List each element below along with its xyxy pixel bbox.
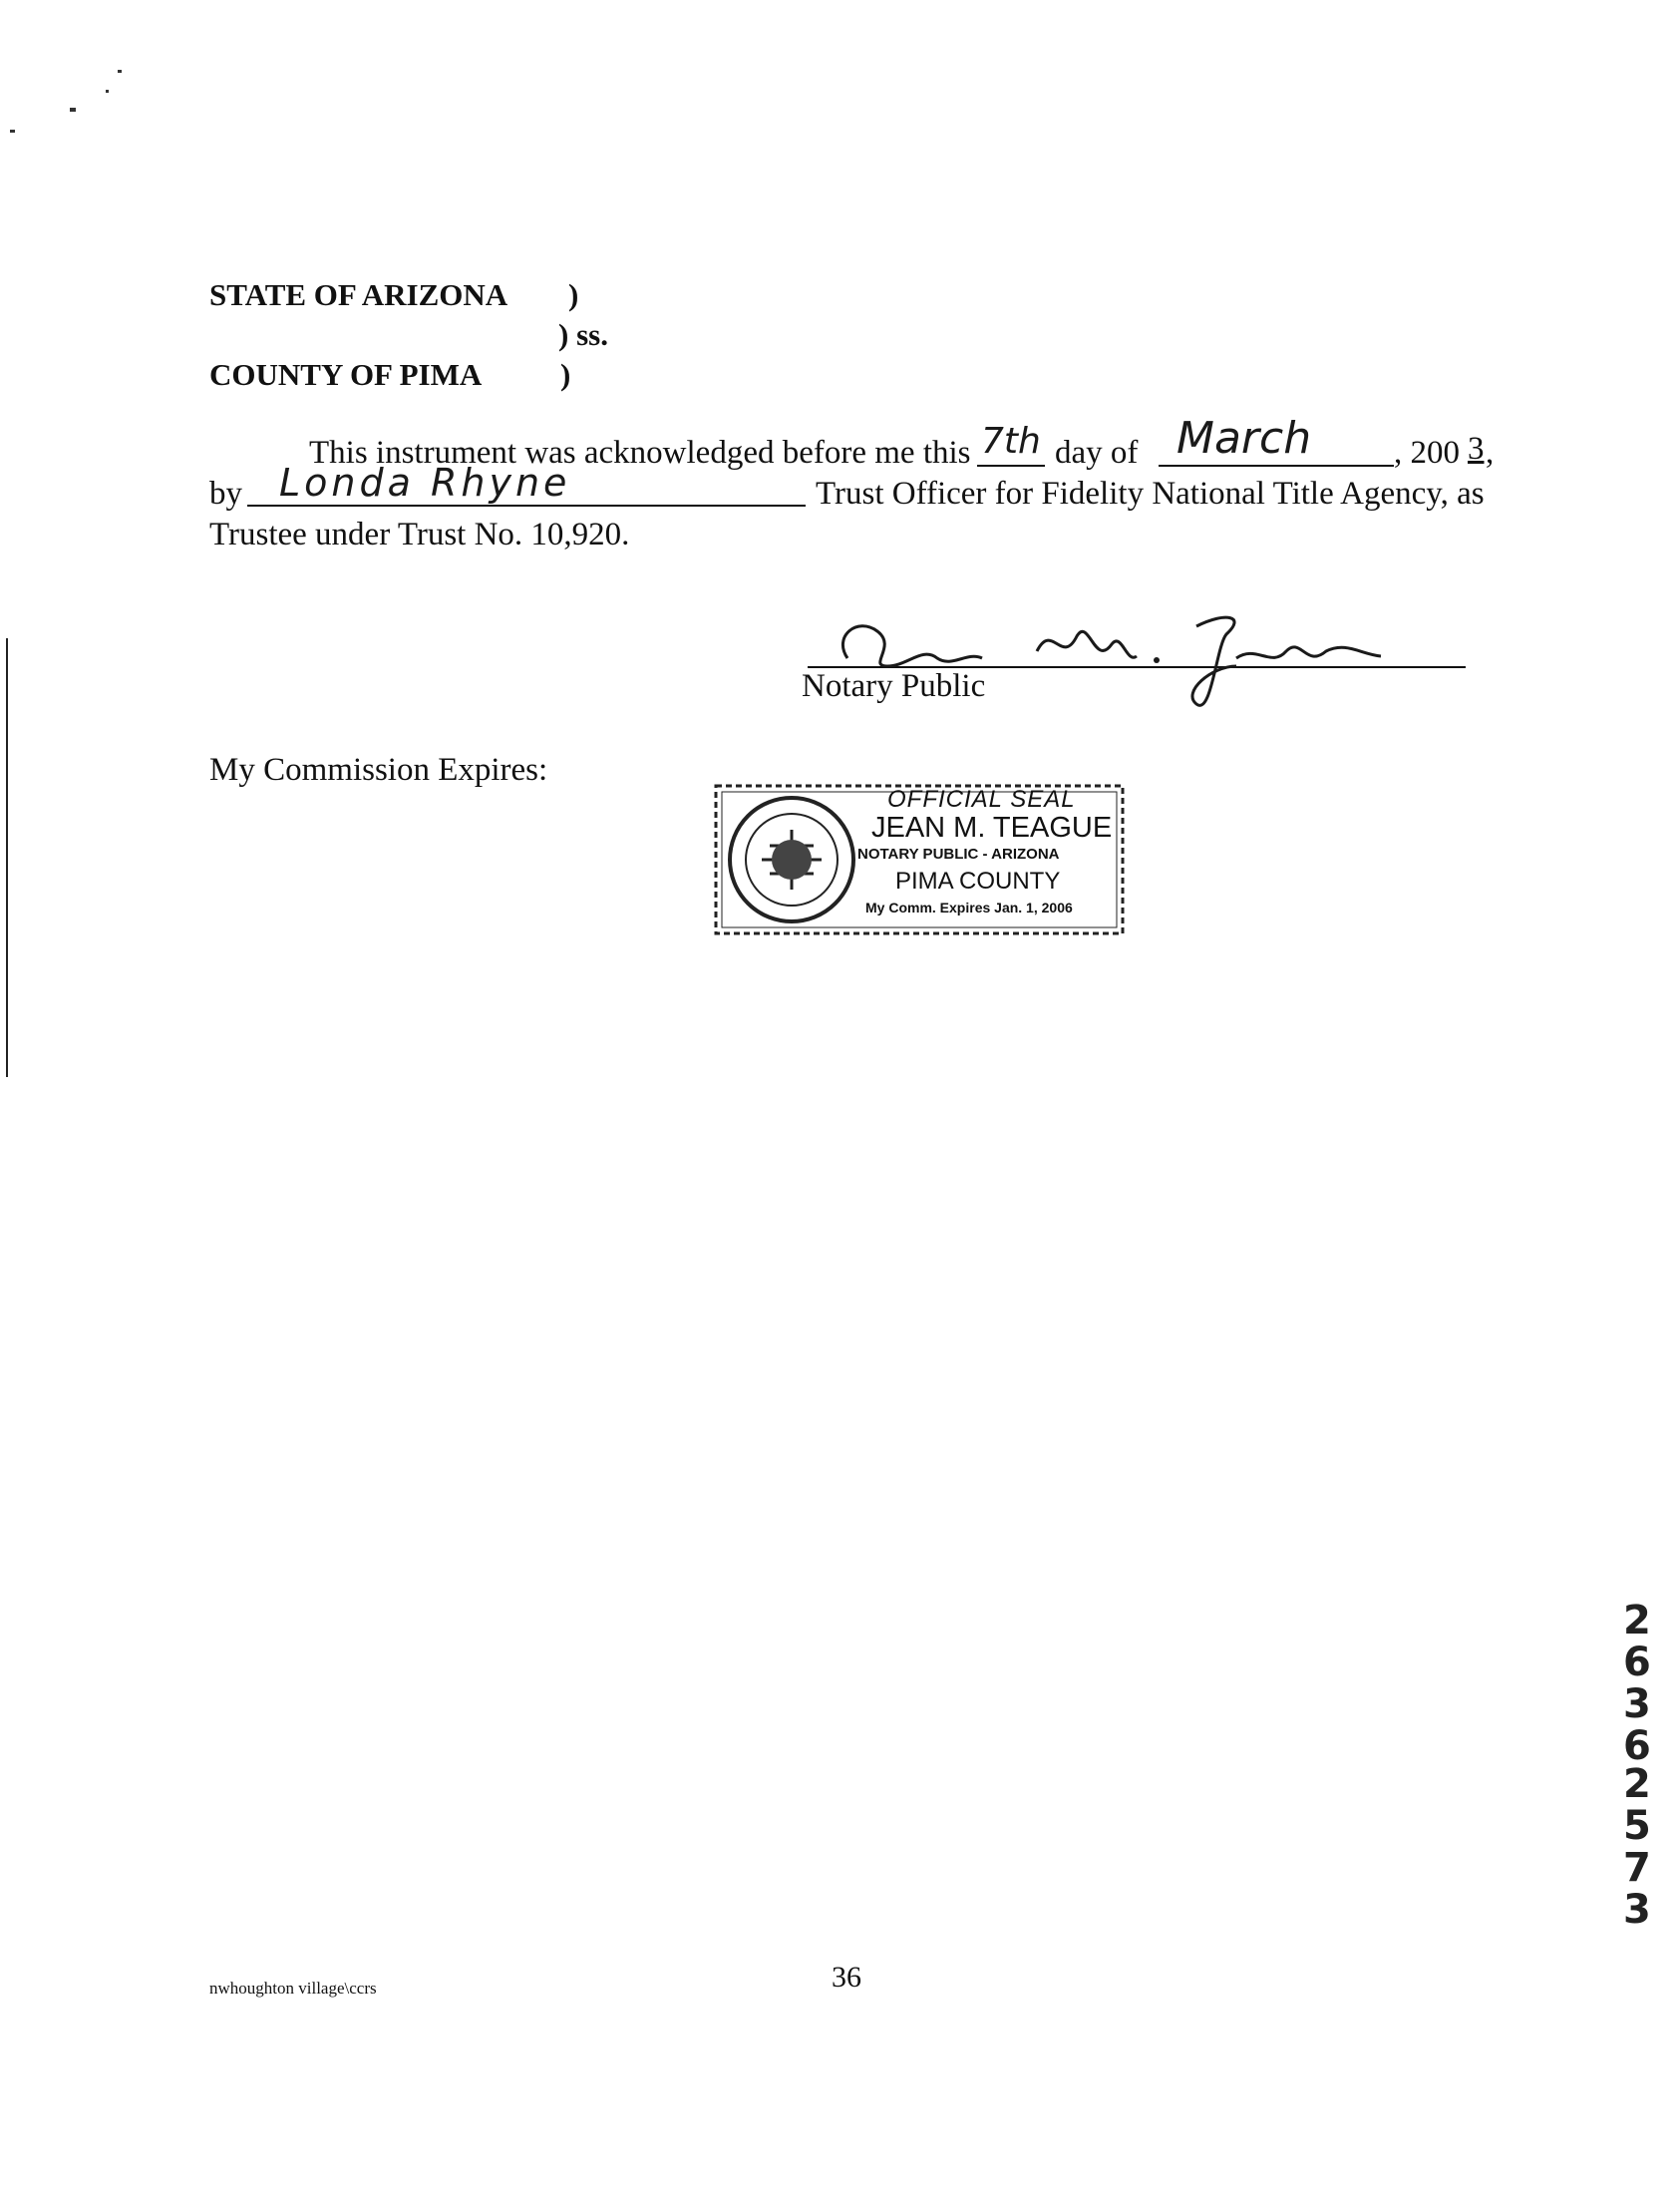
notary-seal bbox=[710, 780, 1129, 939]
seal-line5: My Comm. Expires Jan. 1, 2006 bbox=[865, 900, 1073, 915]
docket-digit: 6 bbox=[1623, 1723, 1651, 1769]
state-label: STATE OF ARIZONA bbox=[209, 277, 508, 312]
recording-stamp bbox=[1623, 1566, 1673, 1945]
docket-digit: 3 bbox=[1623, 1681, 1651, 1727]
footer-file-path: nwhoughton village\ccrs bbox=[209, 1979, 377, 1998]
seal-line1: OFFICIAL SEAL bbox=[887, 786, 1076, 813]
page-digit: 2 bbox=[1623, 1761, 1651, 1807]
signer-blank bbox=[247, 505, 806, 507]
county-label: COUNTY OF PIMA bbox=[209, 357, 483, 392]
page-digit: 7 bbox=[1623, 1845, 1651, 1891]
scan-speck bbox=[106, 90, 109, 93]
signature-scrawl bbox=[828, 596, 1386, 726]
trust-officer-text: Trust Officer for Fidelity National Title Agency, as bbox=[816, 476, 1485, 512]
ss-label: ) ss. bbox=[558, 317, 608, 352]
month-value: March bbox=[1176, 413, 1312, 464]
day-of-text: day of bbox=[1055, 435, 1139, 471]
page-digit: 3 bbox=[1623, 1887, 1651, 1933]
notary-caption: Notary Public bbox=[802, 668, 986, 704]
trustee-text: Trustee under Trust No. 10,920. bbox=[209, 517, 630, 552]
scan-speck bbox=[70, 108, 76, 112]
scan-speck bbox=[10, 130, 15, 133]
year-suffix: , bbox=[1486, 435, 1495, 471]
docket-digit: 2 bbox=[1623, 1598, 1651, 1644]
ack-line1-text: This instrument was acknowledged before me this bbox=[309, 435, 971, 471]
day-blank bbox=[977, 465, 1045, 467]
day-value: 7th bbox=[981, 421, 1041, 462]
year-prefix: , 200 bbox=[1394, 435, 1460, 471]
year-value: 3 bbox=[1468, 431, 1485, 467]
notary-signature bbox=[828, 596, 1386, 726]
docket-digit: 6 bbox=[1623, 1640, 1651, 1685]
scan-speck bbox=[118, 70, 122, 73]
by-label: by bbox=[209, 476, 242, 512]
commission-label: My Commission Expires: bbox=[209, 752, 548, 788]
seal-line2: JEAN M. TEAGUE bbox=[871, 812, 1113, 844]
page-number: 36 bbox=[832, 1961, 861, 1994]
venue-paren: ) bbox=[568, 277, 579, 312]
seal-line4: PIMA COUNTY bbox=[895, 868, 1061, 895]
page-digit: 5 bbox=[1623, 1803, 1651, 1849]
signer-value: Londa Rhyne bbox=[279, 461, 571, 505]
month-blank bbox=[1159, 465, 1394, 467]
venue-paren: ) bbox=[560, 357, 571, 392]
seal-line3: NOTARY PUBLIC - ARIZONA bbox=[857, 846, 1060, 863]
scan-edge-line bbox=[6, 638, 8, 1077]
